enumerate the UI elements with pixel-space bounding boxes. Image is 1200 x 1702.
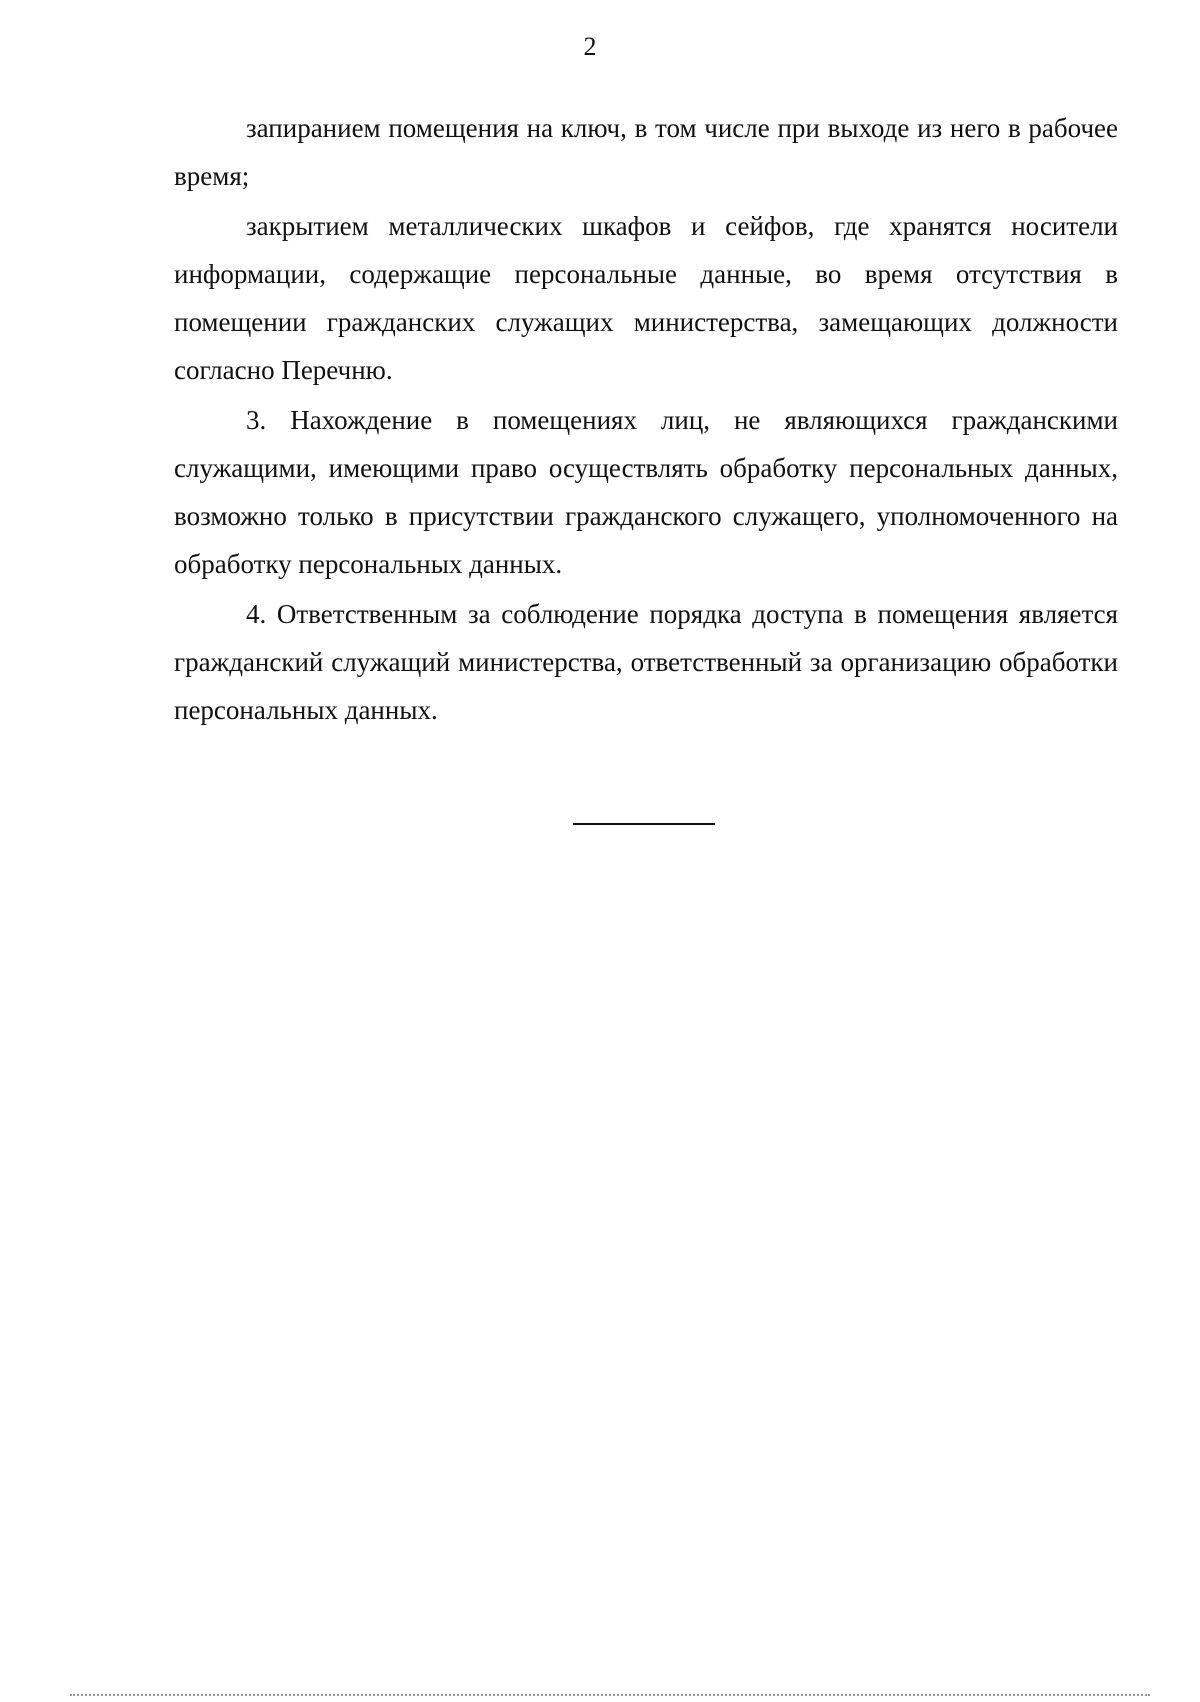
- paragraph-item-3: 3. Нахождение в помещениях лиц, не являющихся гражданскими служащими, имеющими право осуществлять обработку персональных данных, возможно только в присутствии гражданского служащего, уполномоченного на обработку персональных данных.: [174, 405, 1118, 579]
- paragraph-item-4: 4. Ответственным за соблюдение порядка доступа в помещения является гражданский служащий министерства, ответственный за организацию обработки персональных данных.: [174, 599, 1118, 725]
- paragraph-close-cabinets: закрытием металлических шкафов и сейфов, где хранятся носители информации, содержащие персональные данные, во время отсутствия в помещении гражданских служащих министерства, замещающих должности согласно Перечню.: [174, 211, 1118, 385]
- page-number: 2: [583, 32, 597, 61]
- paragraph-lock-room: запиранием помещения на ключ, в том числе при выходе из него в рабочее время;: [174, 113, 1118, 191]
- scan-edge-artifact: [70, 1694, 1150, 1696]
- document-body: [174, 104, 1118, 736]
- end-of-text-divider: [573, 823, 715, 825]
